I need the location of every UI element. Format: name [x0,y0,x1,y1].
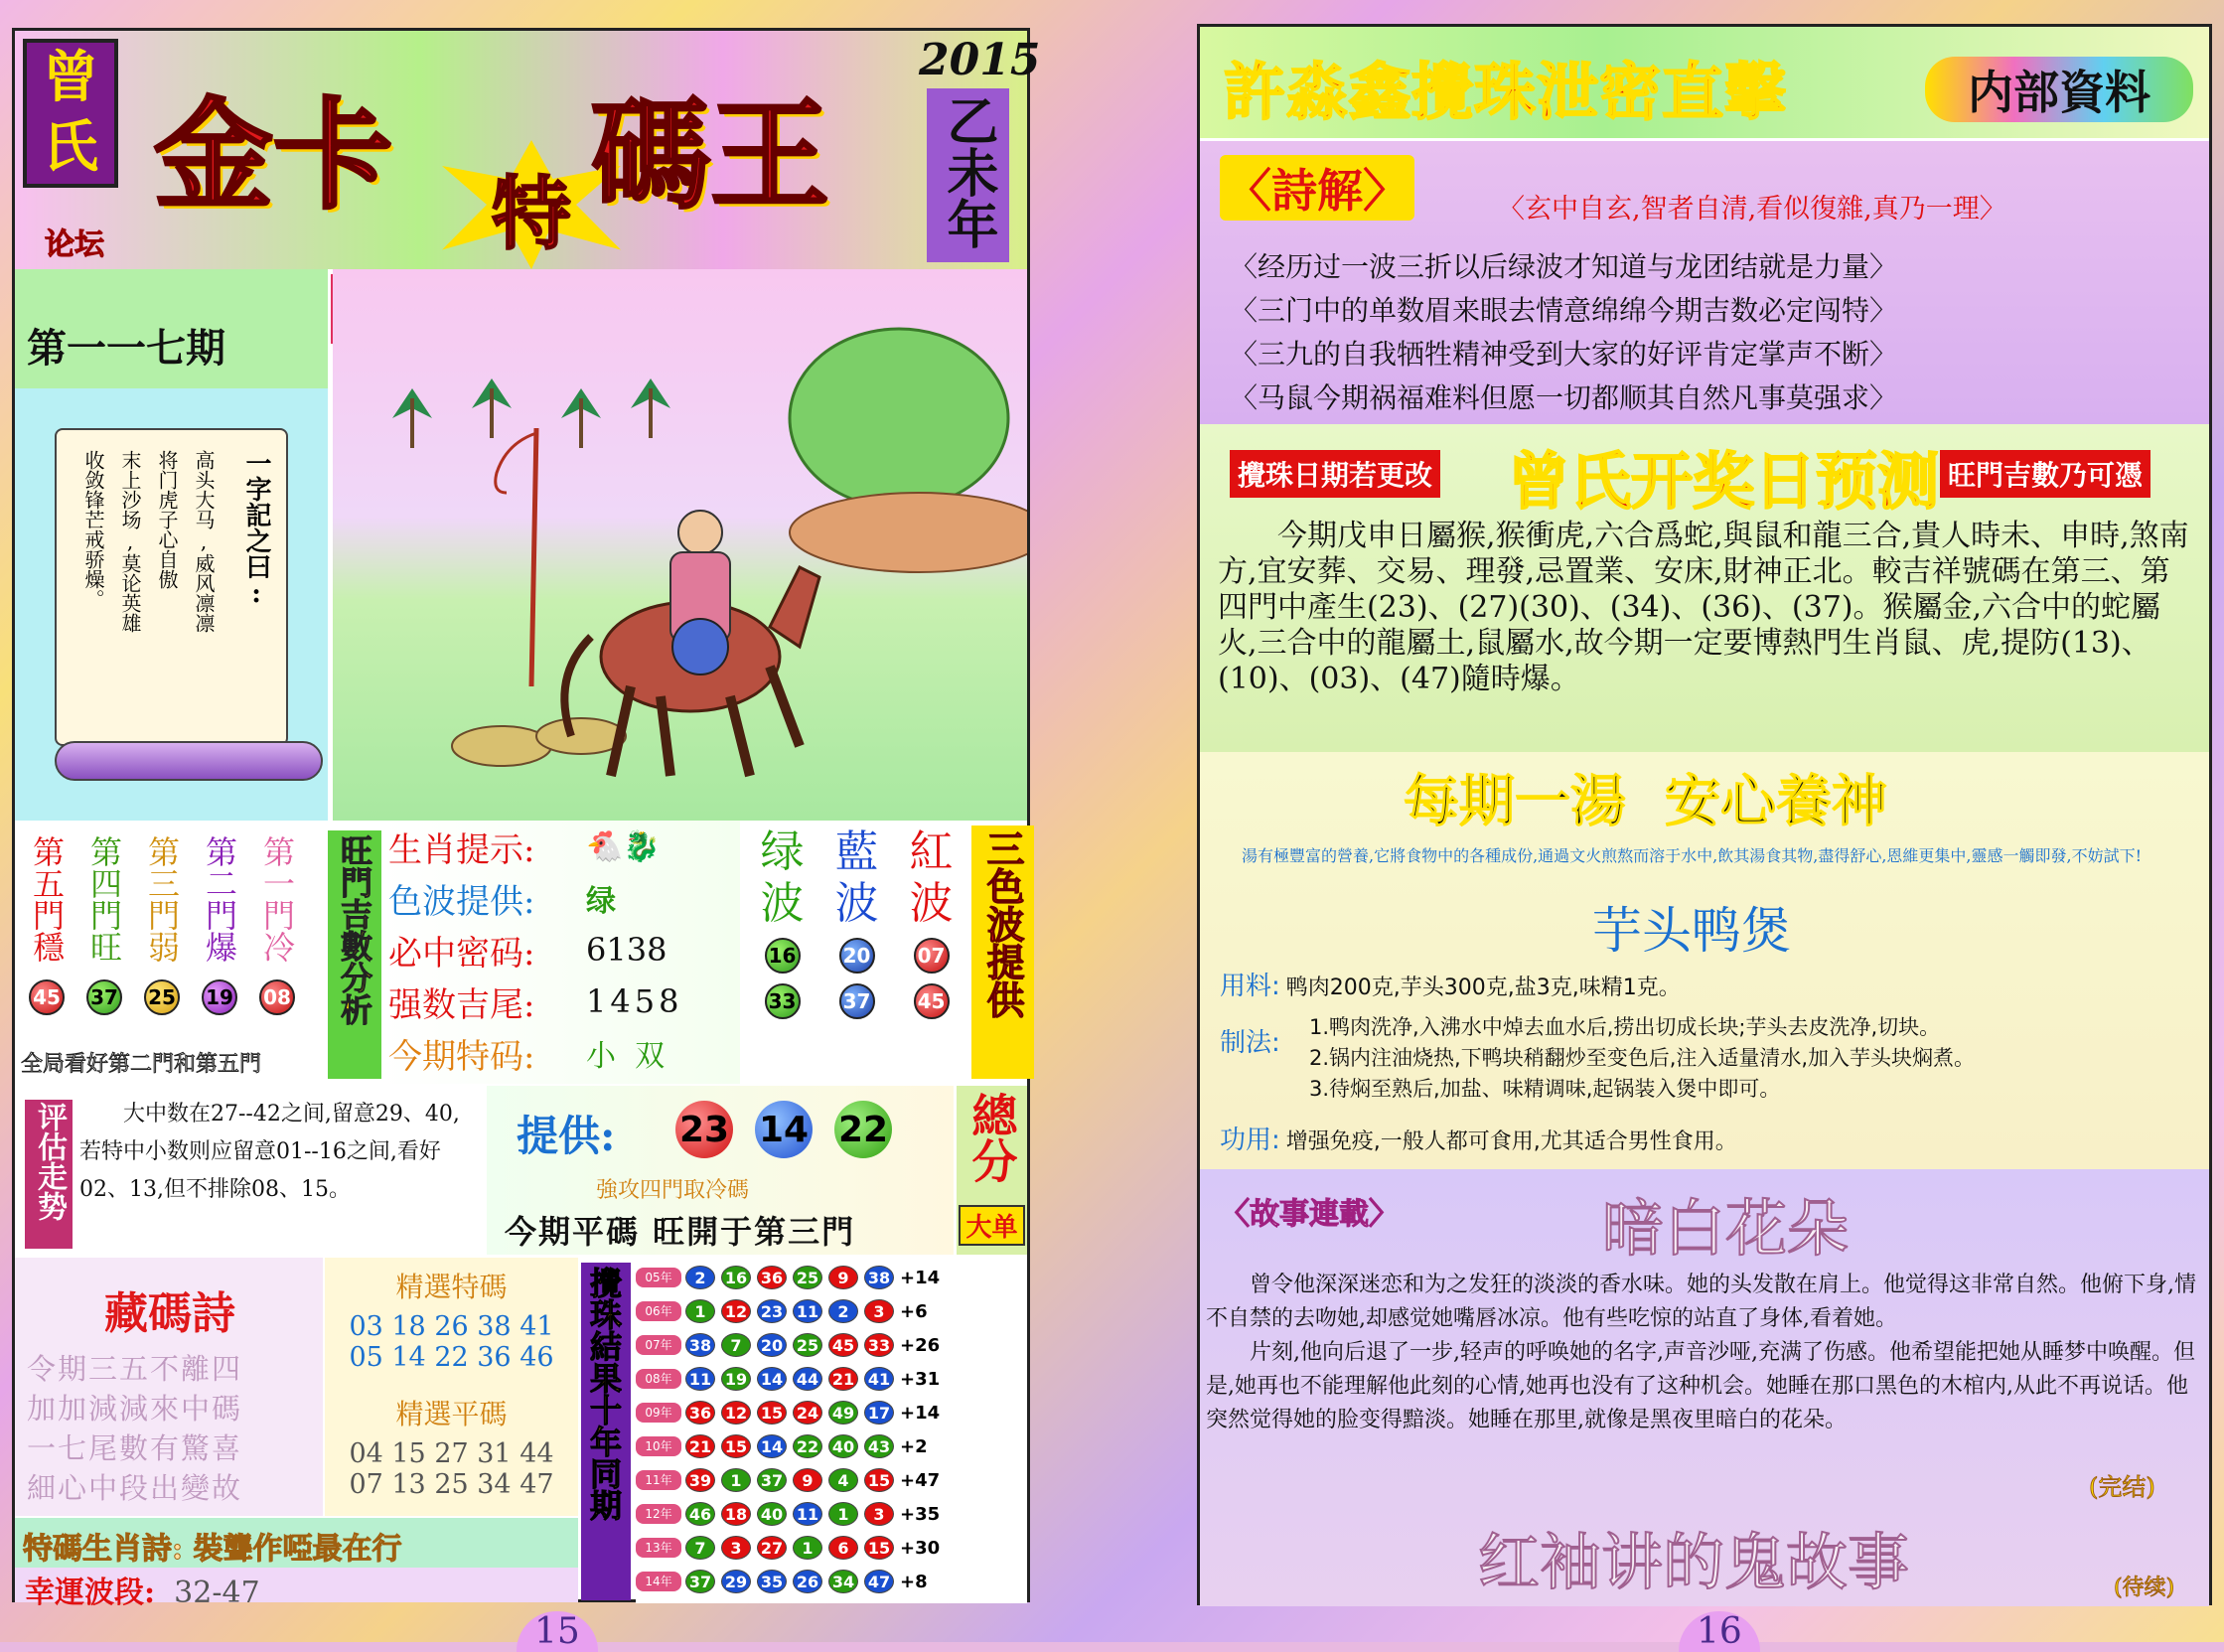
waves-panel [745,821,968,1084]
history-year: 10年 [636,1436,681,1456]
story-section [1200,1169,2209,1606]
poem-line-right: 〈马鼠今期祸福难料但愿一切都顺其自然凡事莫强求〉 [1230,381,1898,414]
history-ball: 36 [685,1401,715,1425]
poem-line: 收敛锋芒戒骄燥。 [81,450,105,609]
tip-row [382,872,740,924]
history-ball: 11 [793,1299,822,1323]
history-ball: 25 [793,1266,822,1289]
history-row [636,1294,1027,1328]
wave-heading: 三色波提供 [971,826,1034,1079]
illustration [333,269,1027,821]
poem-line-right: 〈三门中的单数眉来眼去情意绵绵今期吉数必定闯特〉 [1230,294,1898,327]
provide-label: 提供: [517,1112,616,1160]
history-ball: 25 [793,1333,822,1357]
total-panel [957,1086,1027,1255]
history-ball: 9 [828,1266,858,1289]
horse-rider-illustration [333,269,1027,821]
wave-ball: 07 [914,938,950,974]
history-ball: 1 [721,1468,751,1492]
history-ball: 29 [721,1570,751,1593]
history-special: +2 [900,1435,928,1457]
dish-name: 芋头鸭煲 [1592,902,1791,960]
hide-poem-line: 加加減減來中碼 [27,1392,243,1426]
history-year: 14年 [636,1572,681,1591]
gate-ball: 08 [259,979,295,1015]
hide-heading: 藏碼詩 [104,1288,235,1339]
poem-tag: 〈詩解〉 [1220,155,1414,221]
wave-ball: 37 [839,983,875,1019]
right-title: 許淼鑫攪珠泄密直擊 [1224,56,1788,128]
history-ball: 19 [721,1367,751,1391]
history-heading: 攪珠結果十年同期 [581,1263,631,1600]
history-ball: 18 [721,1502,751,1526]
provide-ball: 14 [755,1101,813,1158]
method-step: 3.待焖至熟后,加盐、味精调味,起锅装入煲中即可。 [1309,1077,1781,1101]
right-header [1200,27,2209,138]
gate-item [78,825,130,1015]
tip-key: 今期特码: [388,1036,535,1077]
provide-balls [675,1101,892,1158]
wave-labels [745,821,968,930]
history-ball: 21 [828,1367,858,1391]
wave-label-green: 绿 波 [760,826,805,929]
history-year: 09年 [636,1403,681,1423]
history-ball: 1 [828,1502,858,1526]
history-ball: 23 [757,1299,787,1323]
assess-text: 大中数在27--42之间,留意29、40,若特中小数则应留意01--16之间,看好02、13,但不排除08、15。 [79,1102,460,1202]
history-special: +6 [900,1300,928,1322]
wave-label-red: 紅 波 [909,826,954,929]
history-ball: 49 [828,1401,858,1425]
history-ball: 41 [864,1367,894,1391]
provide-ball: 23 [675,1101,733,1158]
year-ganzhi: 乙未年 [927,88,1009,262]
lucky-gate-tag: 旺門吉數乃可憑 [1940,450,2150,498]
gate-ball: 37 [86,979,122,1015]
title-part2: 碼王 [591,85,829,225]
tip-value: 1458 [586,982,683,1020]
history-ball: 1 [685,1299,715,1323]
provide-sub: 強攻四門取冷碼 [596,1178,750,1203]
history-ball: 37 [685,1570,715,1593]
history-ball: 1 [793,1536,822,1560]
history-ball: 14 [757,1434,787,1458]
gate-list [21,825,303,1015]
history-year: 13年 [636,1538,681,1558]
gate-ball: 19 [202,979,237,1015]
brand-mark [23,39,118,188]
history-special: +14 [900,1267,941,1288]
total-heading: 總分 [964,1092,1019,1183]
history-special: +26 [900,1334,941,1356]
story-end: (完结) [2089,1473,2155,1501]
history-ball: 4 [828,1468,858,1492]
history-ball: 15 [757,1401,787,1425]
history-special: +8 [900,1571,928,1592]
zodiac-poem: 特碼生肖詩: 裝聾作啞最在行 [23,1532,402,1567]
hide-poem-panel [15,1258,323,1516]
history-ball: 40 [757,1502,787,1526]
gate-label: 第五門穩 [28,835,66,963]
history-year: 05年 [636,1268,681,1287]
history-ball: 38 [864,1266,894,1289]
brand-top: 曾 [43,45,98,110]
gate-item [21,825,73,1015]
history-ball: 7 [685,1536,715,1560]
left-header [15,31,1041,269]
history-ball: 11 [793,1502,822,1526]
history-special: +47 [900,1469,941,1491]
history-ball: 21 [685,1434,715,1458]
history-ball: 39 [685,1468,715,1492]
history-ball: 37 [757,1468,787,1492]
provide-ball: 22 [834,1101,892,1158]
history-special: +30 [900,1537,941,1559]
tip-row [382,1027,740,1079]
issue-panel [15,269,328,388]
sel-flat-line: 07 13 25 34 47 [349,1469,554,1500]
poem-lines-right [1230,245,1897,420]
history-ball: 11 [685,1367,715,1391]
gates-panel [15,821,377,1084]
lucky-label: 幸運波段: [25,1576,156,1610]
history-year: 11年 [636,1470,681,1490]
hide-poem-line: 細心中段出變故 [27,1471,243,1505]
gate-note: 全局看好第二門和第五門 [21,1052,262,1077]
page-number-left: 15 [517,1611,598,1652]
poem-line-right: 〈三九的自我牺牲精神受到大家的好评肯定掌声不断〉 [1230,338,1898,371]
history-ball: 2 [685,1266,715,1289]
sel-special-heading: 精選特碼 [395,1271,508,1303]
scroll-panel [15,388,328,821]
history-row [636,1565,1027,1598]
history-ball: 27 [757,1536,787,1560]
gate-label: 第四門旺 [85,835,123,963]
effect-text: 增强免疫,一般人都可食用,尤其适合男性食用。 [1285,1129,1737,1154]
hide-poem-line: 一七尾數有驚喜 [27,1431,243,1465]
history-year: 08年 [636,1369,681,1389]
forecast-title: 曾氏开奖日预测 [1508,445,1940,518]
gate-ball: 45 [29,979,65,1015]
history-row [636,1497,1027,1531]
tips-panel [382,821,740,1084]
selected-panel [325,1258,578,1516]
provide-line: 今期平碼 旺開于第三門 [505,1213,856,1251]
tip-value: 绿 [586,884,616,919]
lucky-value: 32-47 [174,1576,260,1610]
history-row [636,1261,1027,1294]
ingredients-text: 鸭肉200克,芋头300克,盐3克,味精1克。 [1285,976,1681,1000]
gate-heading: 旺門吉數分析 [328,830,381,1079]
wave-ball: 20 [839,938,875,974]
history-year: 07年 [636,1335,681,1355]
date-change-tag: 攪珠日期若更改 [1230,450,1440,498]
next-story-tag: (待续) [2114,1576,2175,1600]
history-special: +35 [900,1503,941,1525]
poem-section [1200,141,2209,424]
assess-heading: 评估走势 [25,1100,73,1249]
effect [1220,1120,1737,1156]
history-ball: 22 [793,1434,822,1458]
poem-title: 一字記之曰: [241,450,271,609]
tip-key: 生肖提示: [388,829,535,870]
history-ball: 34 [828,1570,858,1593]
poem-line: 将门虎子心自傲 [155,450,179,589]
tip-row [382,821,740,872]
history-ball: 15 [864,1468,894,1492]
ingredients [1220,966,1681,1002]
wave-balls-row [745,938,968,974]
history-ball: 36 [757,1266,787,1289]
poem-line: 高头大马,威风凛凛 [192,450,216,633]
story-tag: 〈故事連載〉 [1220,1197,1399,1232]
method-label: 制法: [1220,1028,1280,1058]
wave-ball: 16 [765,938,801,974]
story-paragraph: 曾令他深深迷恋和为之发狂的淡淡的香水味。她的头发散在肩上。他觉得这非常自然。他俯下身,情不自禁的去吻她,却感觉她嘴唇冰凉。他有些吃惊的站直了身体,看着她。 [1206,1273,2196,1331]
sel-flat-heading: 精選平碼 [395,1398,508,1430]
history-ball: 12 [721,1299,751,1323]
tip-key: 色波提供: [388,881,535,922]
history-year: 12年 [636,1504,681,1524]
title-special: 特 [492,167,571,260]
history-row [636,1531,1027,1565]
gate-item [194,825,245,1015]
poem-line: 末上沙场,莫论英雄 [118,450,142,633]
left-page [12,28,1041,1610]
page-number-right: 16 [1679,1611,1760,1652]
hide-poem-lines [27,1349,242,1508]
story-title: 暗白花朵 [1602,1192,1850,1265]
sel-special-line: 05 14 22 36 46 [349,1342,554,1373]
history-special: +31 [900,1368,941,1390]
history-ball: 3 [721,1536,751,1560]
zodiac-poem-bar [15,1518,578,1568]
history-table [636,1261,1027,1603]
sel-special-line: 03 18 26 38 41 [349,1311,554,1342]
total-badge: 大单 [959,1205,1025,1246]
forecast-text: 今期戊申日屬猴,猴衝虎,六合爲蛇,與鼠和龍三合,貴人時未、申時,煞南方,宜安葬、交易、理發,忌置業、安床,財神正北。較吉祥號碼在第三、第四門中產生(23)、(27)(30)、(34)、(36)、(37)。猴屬金,六合中的蛇屬火,三合中的龍屬土,鼠屬水,故今期一定要博熱門生肖鼠、虎,提防(13)、(10)、(03)、(47)隨時爆。 [1218,519,2189,696]
history-ball: 40 [828,1434,858,1458]
tip-key: 强数吉尾: [388,984,535,1025]
next-story-title: 红袖讲的鬼故事 [1478,1526,1910,1598]
wave-label-blue: 藍 波 [834,826,879,929]
history-special: +14 [900,1402,941,1424]
tip-key: 必中密码: [388,933,535,974]
brand-bottom: 氏 [43,114,98,180]
gate-ball: 25 [144,979,180,1015]
method-step: 2.锅内注油烧热,下鸭块稍翻炒至变色后,注入适量清水,加入芋头块焖煮。 [1309,1046,1976,1070]
effect-label: 功用: [1220,1126,1280,1155]
tip-row [382,924,740,976]
tip-value: 小 双 [586,1039,666,1074]
history-ball: 2 [828,1299,858,1323]
wave-ball: 45 [914,983,950,1019]
lucky-bar [15,1568,578,1610]
soup-title: 每期一湯 安心養神 [1404,769,1887,834]
issue-number: 第一一七期 [27,325,225,372]
hide-poem-line: 令期三五不離四 [27,1352,243,1386]
history-row [636,1328,1027,1362]
tip-row [382,976,740,1027]
gate-item [136,825,188,1015]
history-ball: 38 [685,1333,715,1357]
history-ball: 16 [721,1266,751,1289]
history-ball: 47 [864,1570,894,1593]
poem-lines [79,450,219,718]
gate-label: 第二門爆 [201,835,238,963]
history-ball: 44 [793,1367,822,1391]
history-ball: 14 [757,1367,787,1391]
history-row [636,1362,1027,1396]
history-year: 06年 [636,1301,681,1321]
forecast-section [1200,424,2209,752]
tip-value: 6138 [586,931,667,969]
history-row [636,1396,1027,1429]
title-part1: 金卡 [154,85,392,225]
history-ball: 12 [721,1401,751,1425]
ingredients-label: 用料: [1220,972,1280,1001]
assess-panel [15,1086,482,1255]
method-steps [1309,1012,1975,1105]
wave-balls-row [745,983,968,1019]
history-ball: 46 [685,1502,715,1526]
year-label: 2015 [919,35,1041,85]
history-ball: 7 [721,1333,751,1357]
internal-badge: 内部資料 [1925,57,2193,122]
history-ball: 35 [757,1570,787,1593]
poem-subtitle: 〈玄中自玄,智者自清,看似復雜,真乃一理〉 [1498,194,2006,225]
history-ball: 26 [793,1570,822,1593]
history-ball: 43 [864,1434,894,1458]
gate-item [251,825,303,1015]
provide-panel [487,1086,954,1255]
history-ball: 9 [793,1468,822,1492]
history-ball: 24 [793,1401,822,1425]
right-page [1197,24,2212,1605]
history-ball: 15 [721,1434,751,1458]
scroll-roll [55,741,323,781]
zodiac-icons: 🐔🐉 [586,828,661,864]
story-paragraph: 片刻,他向后退了一步,轻声的呼唤她的名字,声音沙哑,充满了伤感。他希望能把她从睡梦中唤醒。但是,她再也不能理解他此刻的心情,她再也没有了这种机会。她睡在那口黑色的木棺内,从此不再说话。他突然觉得她的脸变得黯淡。她睡在那里,就像是黑夜里暗白的花朵。 [1206,1340,2195,1432]
poem-line-right: 〈经历过一波三折以后绿波才知道与龙团结就是力量〉 [1230,250,1898,283]
history-ball: 20 [757,1333,787,1357]
forum-label: 论坛 [45,227,104,262]
wave-ball: 33 [765,983,801,1019]
history-ball: 6 [828,1536,858,1560]
history-ball: 3 [864,1299,894,1323]
history-ball: 17 [864,1401,894,1425]
history-ball: 3 [864,1502,894,1526]
gate-label: 第三門弱 [143,835,181,963]
history-ball: 45 [828,1333,858,1357]
gate-label: 第一門冷 [258,835,296,963]
history-row [636,1463,1027,1497]
sel-flat-line: 04 15 27 31 44 [349,1438,554,1469]
history-ball: 33 [864,1333,894,1357]
method-step: 1.鸭肉洗净,入沸水中焯去血水后,捞出切成长块;芋头去皮洗净,切块。 [1309,1015,1941,1039]
soup-section [1200,752,2209,1169]
soup-intro: 湯有極豐富的營養,它將食物中的各種成份,通過文火煎熬而溶于水中,飲其湯食其物,盡得舒心,恩維更集中,靈感一觸即發,不妨試下! [1242,846,2143,865]
history-ball: 15 [864,1536,894,1560]
history-row [636,1429,1027,1463]
story-body [1206,1269,2204,1437]
